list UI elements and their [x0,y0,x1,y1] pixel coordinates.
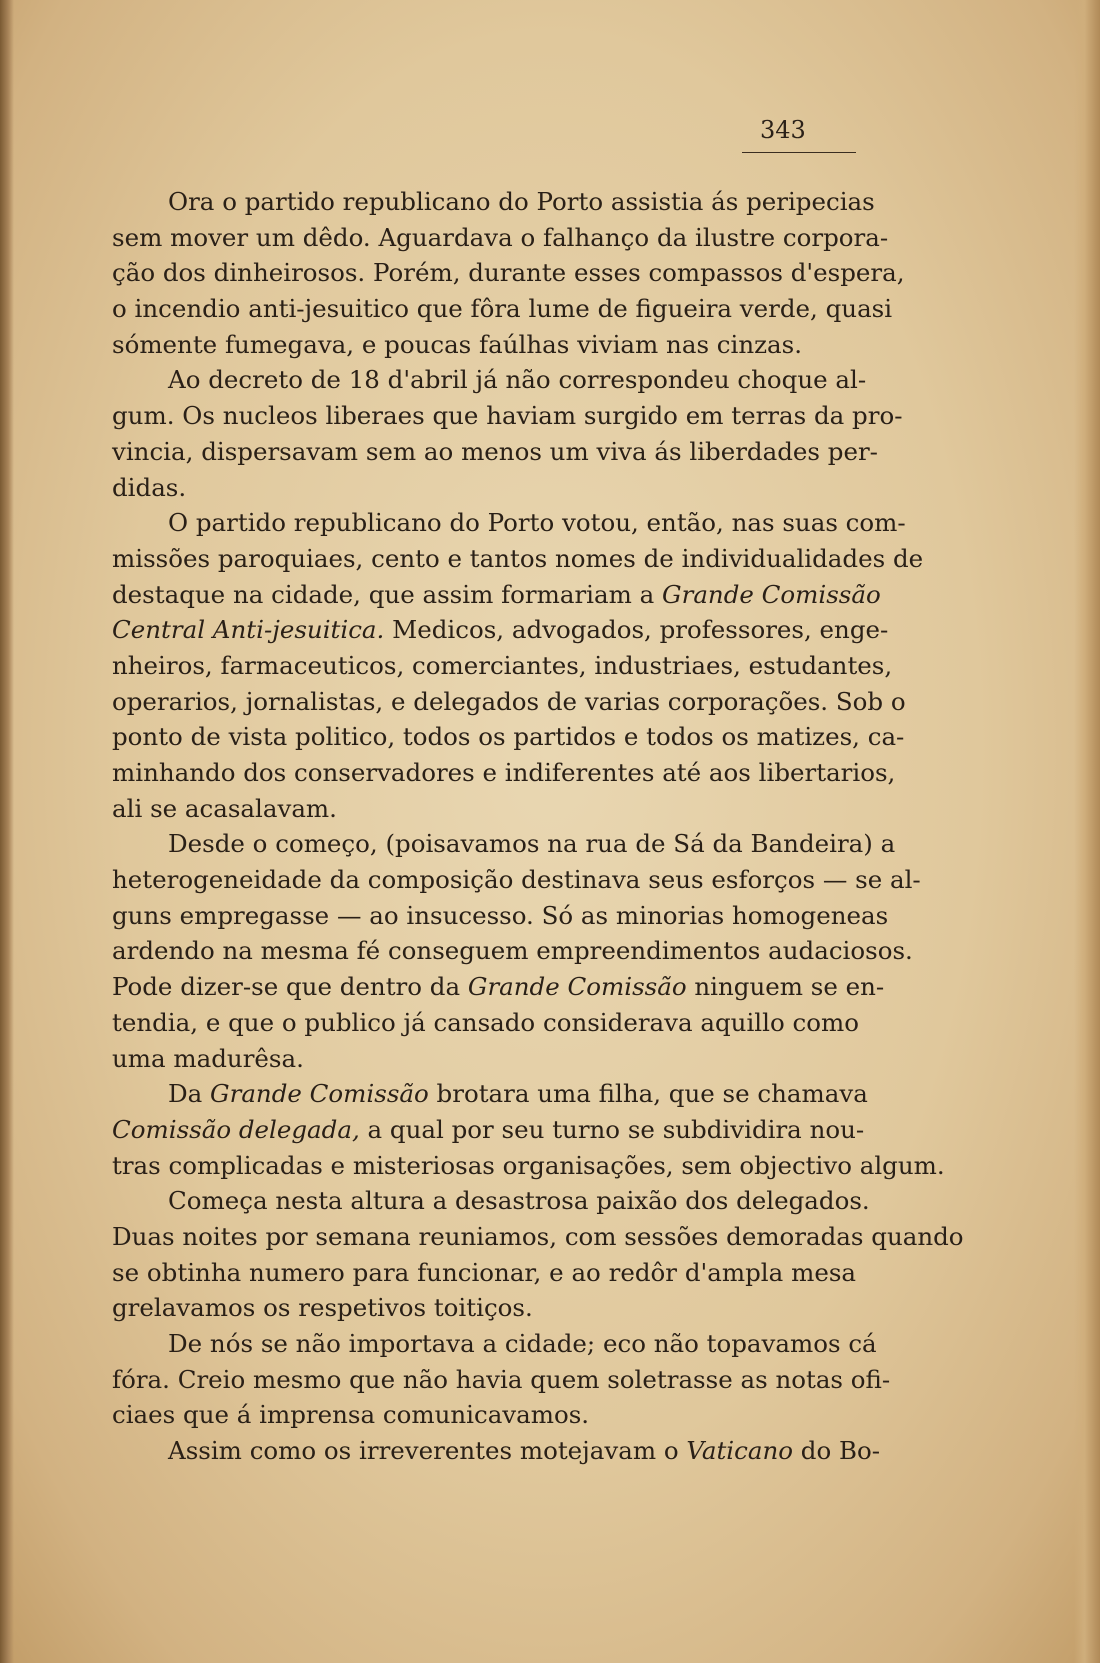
page-right-edge [1074,0,1100,1663]
line-text: De nós se não importava a cidade; eco não topavamos cá [168,1329,877,1358]
text-line [112,933,913,969]
text-line [112,826,896,862]
text-line [112,505,906,541]
page-left-edge [0,0,14,1663]
line-text: o incendio anti-jesuitico que fôra lume de figueira verde, quasi [112,294,893,324]
italic-text: Central Anti-jesuitica. [112,615,385,645]
line-text: sem mover um dêdo. Aguardava o falhanço da ilustre corpora- [112,222,889,252]
line-text: do Bo- [792,1436,881,1466]
line-text: se obtinha numero para funcionar, e ao redôr d'ampla mesa [112,1257,856,1287]
text-line [112,1148,945,1184]
line-text: missões paroquiaes, cento e tantos nomes de individualidades de [112,543,924,573]
line-text: vincia, dispersavam sem ao menos um viva ás liberdades per- [112,436,878,466]
body-text [112,184,964,1469]
text-line [112,577,881,613]
line-text: ali se acasalavam. [112,793,337,823]
text-line [112,1397,856,1433]
text-line [112,470,856,506]
text-line [112,1255,856,1291]
text-line [112,755,896,791]
text-line [112,1112,865,1148]
text-line [112,434,878,470]
text-line [112,184,875,220]
line-text: grelavamos os respetivos toitiços. [112,1293,533,1323]
text-line [112,862,921,898]
text-line [112,362,867,398]
text-line [112,612,889,648]
italic-text: Vaticano [686,1436,793,1466]
line-text: Assim como os irreverentes motejavam o [168,1436,687,1466]
line-text: Ora o partido republicano do Porto assistia ás peripecias [168,187,875,216]
line-text: ponto de vista politico, todos os partidos e todos os matizes, ca- [112,722,905,752]
text-line [112,1362,891,1398]
italic-text: Grande Comissão [210,1079,429,1109]
line-text: operarios, jornalistas, e delegados de varias corporações. Sob o [112,686,906,716]
text-line [112,291,893,327]
line-text: tras complicadas e misteriosas organisações, sem objectivo algum. [112,1150,945,1180]
text-line [112,1290,856,1326]
line-text: fóra. Creio mesmo que não havia quem soletrasse as notas ofi- [112,1364,891,1394]
line-text: guns empregasse — ao insucesso. Só as minorias homogeneas [112,900,889,930]
text-line [112,791,856,827]
text-line [112,719,905,755]
italic-text: Comissão delegada, [112,1114,360,1144]
line-text: Desde o começo, (poisavamos na rua de Sá da Bandeira) a [168,829,896,859]
line-text: ardendo na mesma fé conseguem empreendimentos audaciosos. [112,936,913,966]
line-text: uma madurêsa. [112,1043,304,1073]
line-text: ninguem se en- [686,972,885,1002]
line-text: didas. [112,472,187,502]
line-text: destaque na cidade, que assim formariam a [112,579,663,609]
line-text: Duas noites por semana reuniamos, com sessões demoradas quando [112,1221,964,1251]
text-line [112,1433,881,1469]
line-text: tendia, e que o publico já cansado considerava aquillo como [112,1007,859,1037]
text-line [112,398,903,434]
line-text: heterogeneidade da composição destinava seus esforços — se al- [112,865,921,895]
text-line [112,1005,859,1041]
line-text: sómente fumegava, e poucas faúlhas viviam nas cinzas. [112,329,803,359]
text-line [112,1076,868,1112]
text-line [112,898,889,934]
line-text: minhando dos conservadores e indiferentes até aos libertarios, [112,758,896,787]
line-text: Da [168,1079,211,1109]
line-text: Começa nesta altura a desastrosa paixão dos delegados. [168,1186,870,1216]
line-text: nheiros, farmaceuticos, comerciantes, industriaes, estudantes, [112,650,893,680]
text-line [112,648,893,684]
line-text: Pode dizer-se que dentro da [112,972,468,1002]
text-line [112,1219,964,1255]
header-rule [742,152,856,153]
text-line [112,1183,870,1219]
page-number: 343 [760,116,806,144]
line-text: brotara uma filha, que se chamava [428,1079,868,1109]
line-text: O partido republicano do Porto votou, então, nas suas com- [168,508,906,538]
text-line [112,684,906,720]
line-text: ciaes que á imprensa comunicavamos. [112,1400,590,1430]
line-text: gum. Os nucleos liberaes que haviam surgido em terras da pro- [112,401,903,431]
italic-text: Grande Comissão [467,972,687,1002]
line-text: ção dos dinheirosos. Porém, durante esses compassos d'espera, [112,258,905,288]
text-line [112,1041,856,1077]
text-line [112,255,905,291]
italic-text: Grande Comissão [662,579,881,609]
text-line [112,969,885,1005]
text-line [112,1326,877,1362]
text-line [112,541,924,577]
line-text: a qual por seu turno se subdividira nou- [359,1114,865,1144]
text-line [112,327,856,363]
line-text: Ao decreto de 18 d'abril já não correspondeu choque al- [168,365,867,395]
line-text: Medicos, advogados, professores, enge- [384,615,889,645]
text-line [112,220,889,256]
